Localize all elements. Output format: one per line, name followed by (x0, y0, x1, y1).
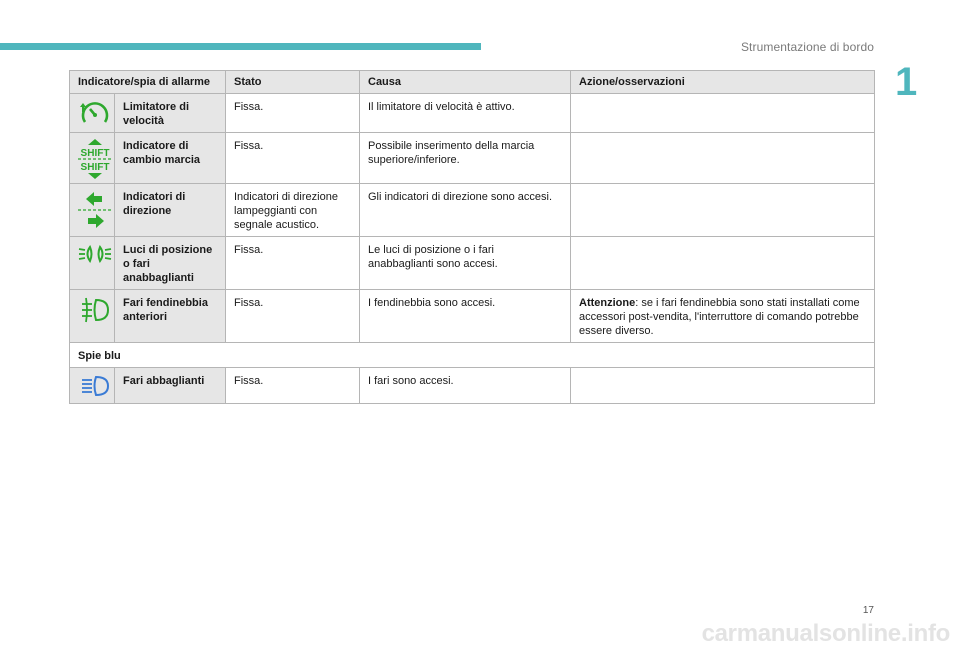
causa-cell: I fari sono accesi. (360, 368, 571, 404)
table-row (70, 184, 875, 237)
table-row (70, 290, 875, 343)
azione-cell (571, 368, 875, 404)
column-header-indicator: Indicatore/spia di allarme (70, 71, 226, 94)
table-row (70, 368, 875, 404)
column-header-stato: Stato (226, 71, 360, 94)
warning-lights-table (69, 70, 875, 404)
warning-text: : se i fari fendinebbia sono stati installati come accessori post-vendita, l'interruttore di comando potrebbe essere diverso. (579, 297, 860, 337)
stato-cell: Fissa. (226, 290, 360, 343)
page-header-title: Strumentazione di bordo (740, 40, 874, 54)
column-header-azione: Azione/osservazioni (571, 71, 875, 94)
section-title-spie-blu: Spie blu (70, 343, 875, 368)
indicator-name: Fari fendinebbia anteriori (115, 290, 226, 343)
indicator-name: Indicatore di cambio marcia (115, 133, 226, 184)
shift-indicator-icon (70, 133, 115, 184)
column-header-causa: Causa (360, 71, 571, 94)
stato-cell: Fissa. (226, 237, 360, 290)
top-accent-bar (0, 43, 481, 50)
azione-cell (571, 94, 875, 133)
causa-cell: Il limitatore di velocità è attivo. (360, 94, 571, 133)
causa-cell: Le luci di posizione o i fari anabbaglianti sono accesi. (360, 237, 571, 290)
causa-cell: Possibile inserimento della marcia superiore/inferiore. (360, 133, 571, 184)
stato-cell: Fissa. (226, 133, 360, 184)
warning-label: Attenzione (579, 297, 636, 309)
section-row (70, 343, 875, 368)
stato-cell: Indicatori di direzione lampeggianti con segnale acustico. (226, 184, 360, 237)
front-fog-lights-icon (70, 290, 115, 343)
indicator-name: Fari abbaglianti (115, 368, 226, 404)
stato-cell: Fissa. (226, 368, 360, 404)
chapter-number: 1 (895, 60, 918, 104)
high-beam-icon (70, 368, 115, 404)
indicator-name: Luci di posizione o fari anabbaglianti (115, 237, 226, 290)
turn-signals-icon (70, 184, 115, 237)
page-number: 17 (862, 605, 874, 616)
causa-cell: Gli indicatori di direzione sono accesi. (360, 184, 571, 237)
azione-cell (571, 133, 875, 184)
causa-cell: I fendinebbia sono accesi. (360, 290, 571, 343)
position-lights-icon (70, 237, 115, 290)
table-row (70, 237, 875, 290)
azione-cell (571, 184, 875, 237)
footer-watermark-url: carmanualsonline.info (701, 620, 950, 647)
speed-limiter-icon (70, 94, 115, 133)
indicator-name: Limitatore di velocità (115, 94, 226, 133)
azione-cell (571, 237, 875, 290)
azione-cell (571, 290, 875, 343)
table-header-row (70, 71, 875, 94)
table-row (70, 133, 875, 184)
table-row (70, 94, 875, 133)
indicator-name: Indicatori di direzione (115, 184, 226, 237)
shift-upper-text: SHIFT (80, 148, 110, 159)
shift-lower-text: SHIFT (80, 162, 110, 173)
stato-cell: Fissa. (226, 94, 360, 133)
